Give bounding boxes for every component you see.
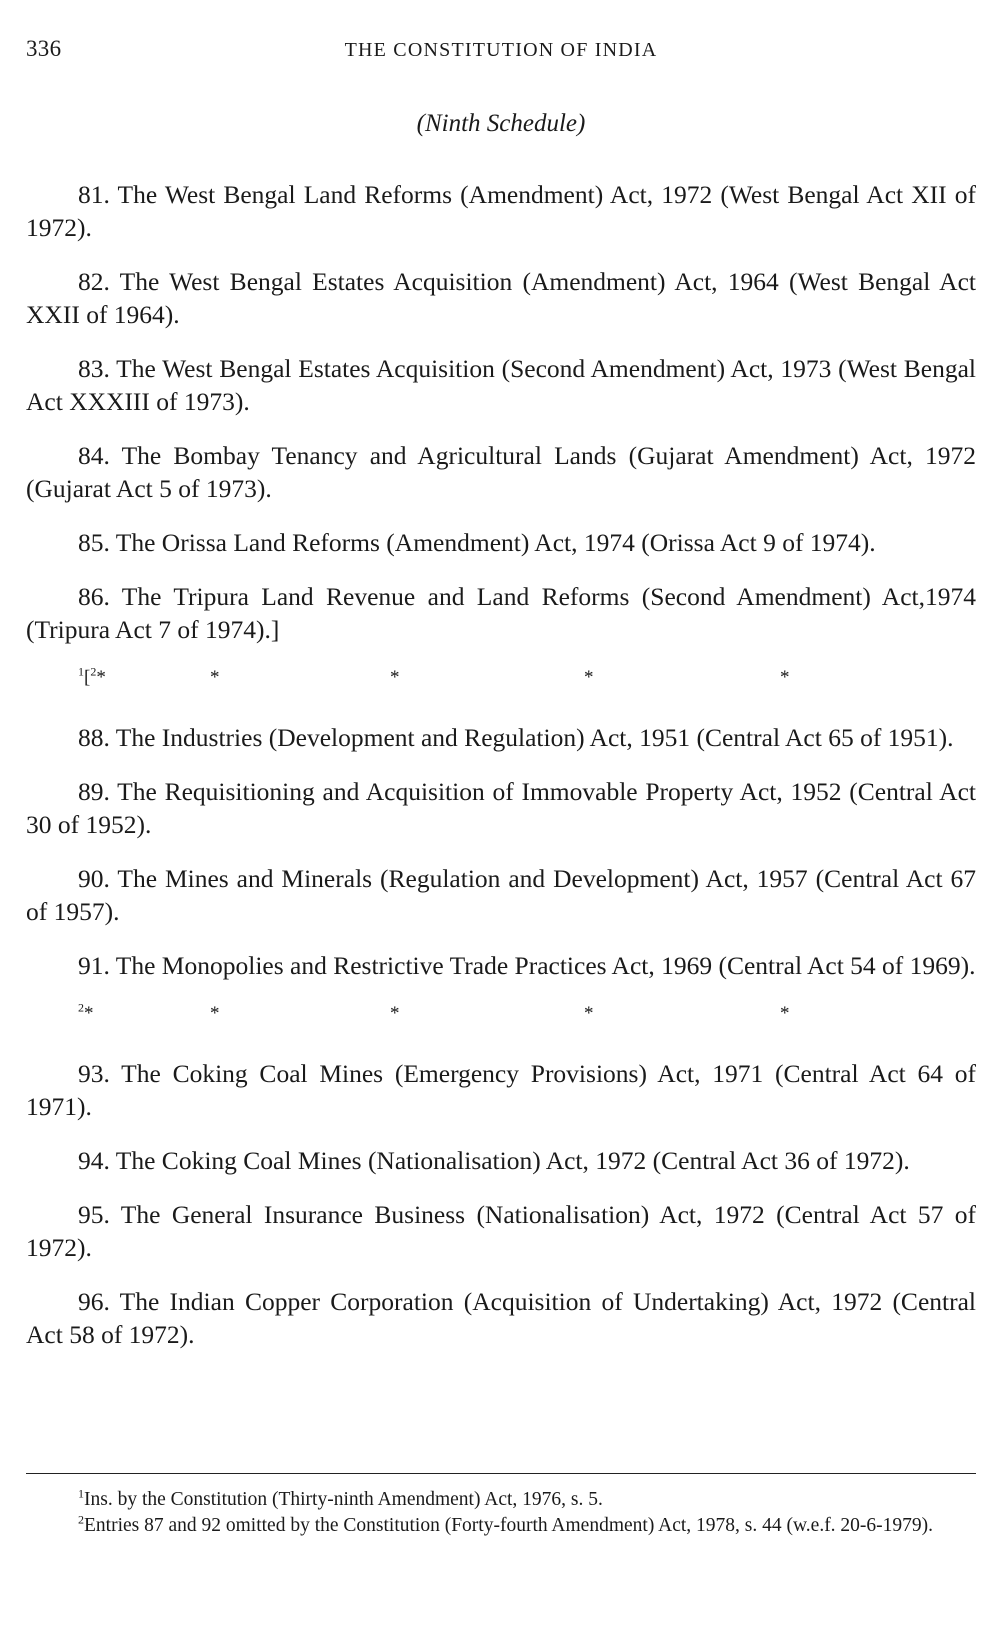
entry-93: 93. The Coking Coal Mines (Emergency Provisions) Act, 1971 (Central Act 64 of 1971). — [26, 1059, 976, 1121]
footnote-ref: 2 — [90, 664, 97, 679]
entry-82: 82. The West Bengal Estates Acquisition (Amendment) Act, 1964 (West Bengal Act XXII of 1964). — [26, 267, 976, 329]
asterisk: * — [210, 1003, 220, 1024]
asterisk: * — [390, 1003, 400, 1024]
footnote-ref: 1 — [78, 664, 84, 679]
asterisk: * — [96, 667, 106, 688]
running-title: THE CONSTITUTION OF INDIA — [344, 39, 658, 61]
entry-86: 86. The Tripura Land Revenue and Land Reforms (Second Amendment) Act,1974 (Tripura Act 7 of 1974).] — [26, 582, 976, 644]
schedule-label: (Ninth Schedule) — [416, 110, 586, 137]
insertion-bracket: [ — [84, 667, 91, 688]
schedule-entries — [26, 178, 976, 1372]
omission-marker-1 — [26, 664, 976, 699]
footnote-number: 1 — [78, 1486, 84, 1501]
entry-95: 95. The General Insurance Business (Nationalisation) Act, 1972 (Central Act 57 of 1972). — [26, 1200, 976, 1262]
entry-94: 94. The Coking Coal Mines (Nationalisation) Act, 1972 (Central Act 36 of 1972). — [78, 1146, 910, 1175]
asterisk: * — [210, 667, 220, 688]
entry-96: 96. The Indian Copper Corporation (Acquisition of Undertaking) Act, 1972 (Central Act 58 of 1972). — [26, 1287, 976, 1349]
entry-85: 85. The Orissa Land Reforms (Amendment) Act, 1974 (Orissa Act 9 of 1974). — [78, 528, 876, 557]
footnote-divider — [26, 1473, 976, 1474]
entry-84: 84. The Bombay Tenancy and Agricultural Lands (Gujarat Amendment) Act, 1972 (Gujarat Act 5 of 1973). — [26, 441, 976, 503]
footnote-ref: 2 — [78, 1000, 84, 1015]
page-number: 336 — [26, 36, 62, 61]
asterisk: * — [390, 667, 400, 688]
footnote-text: Ins. by the Constitution (Thirty-ninth Amendment) Act, 1976, s. 5. — [84, 1489, 603, 1510]
document-page — [26, 0, 976, 1650]
entry-91: 91. The Monopolies and Restrictive Trade Practices Act, 1969 (Central Act 54 of 1969). — [78, 951, 976, 980]
omission-start — [78, 1000, 94, 1025]
omission-start — [78, 664, 106, 689]
entry-83: 83. The West Bengal Estates Acquisition (Second Amendment) Act, 1973 (West Bengal Act XXXIII of 1973). — [26, 354, 976, 416]
entry-88: 88. The Industries (Development and Regulation) Act, 1951 (Central Act 65 of 1951). — [78, 723, 954, 752]
asterisk: * — [584, 1003, 594, 1024]
entry-90: 90. The Mines and Minerals (Regulation and Development) Act, 1957 (Central Act 67 of 1957). — [26, 864, 976, 926]
footnote-text: Entries 87 and 92 omitted by the Constitution (Forty-fourth Amendment) Act, 1978, s. 44 (w.e.f. 20-6-1979). — [84, 1515, 934, 1536]
asterisk: * — [780, 1003, 790, 1024]
footnote-1 — [26, 1487, 976, 1513]
footnote-number: 2 — [78, 1512, 84, 1527]
asterisk: * — [584, 667, 594, 688]
asterisk: * — [780, 667, 790, 688]
footnotes — [26, 1487, 976, 1539]
asterisk: * — [84, 1003, 94, 1024]
entry-89: 89. The Requisitioning and Acquisition of Immovable Property Act, 1952 (Central Act 30 of 1952). — [26, 777, 976, 839]
omission-marker-2 — [26, 1000, 976, 1035]
entry-81: 81. The West Bengal Land Reforms (Amendment) Act, 1972 (West Bengal Act XII of 1972). — [26, 180, 976, 242]
footnote-2 — [26, 1513, 976, 1539]
